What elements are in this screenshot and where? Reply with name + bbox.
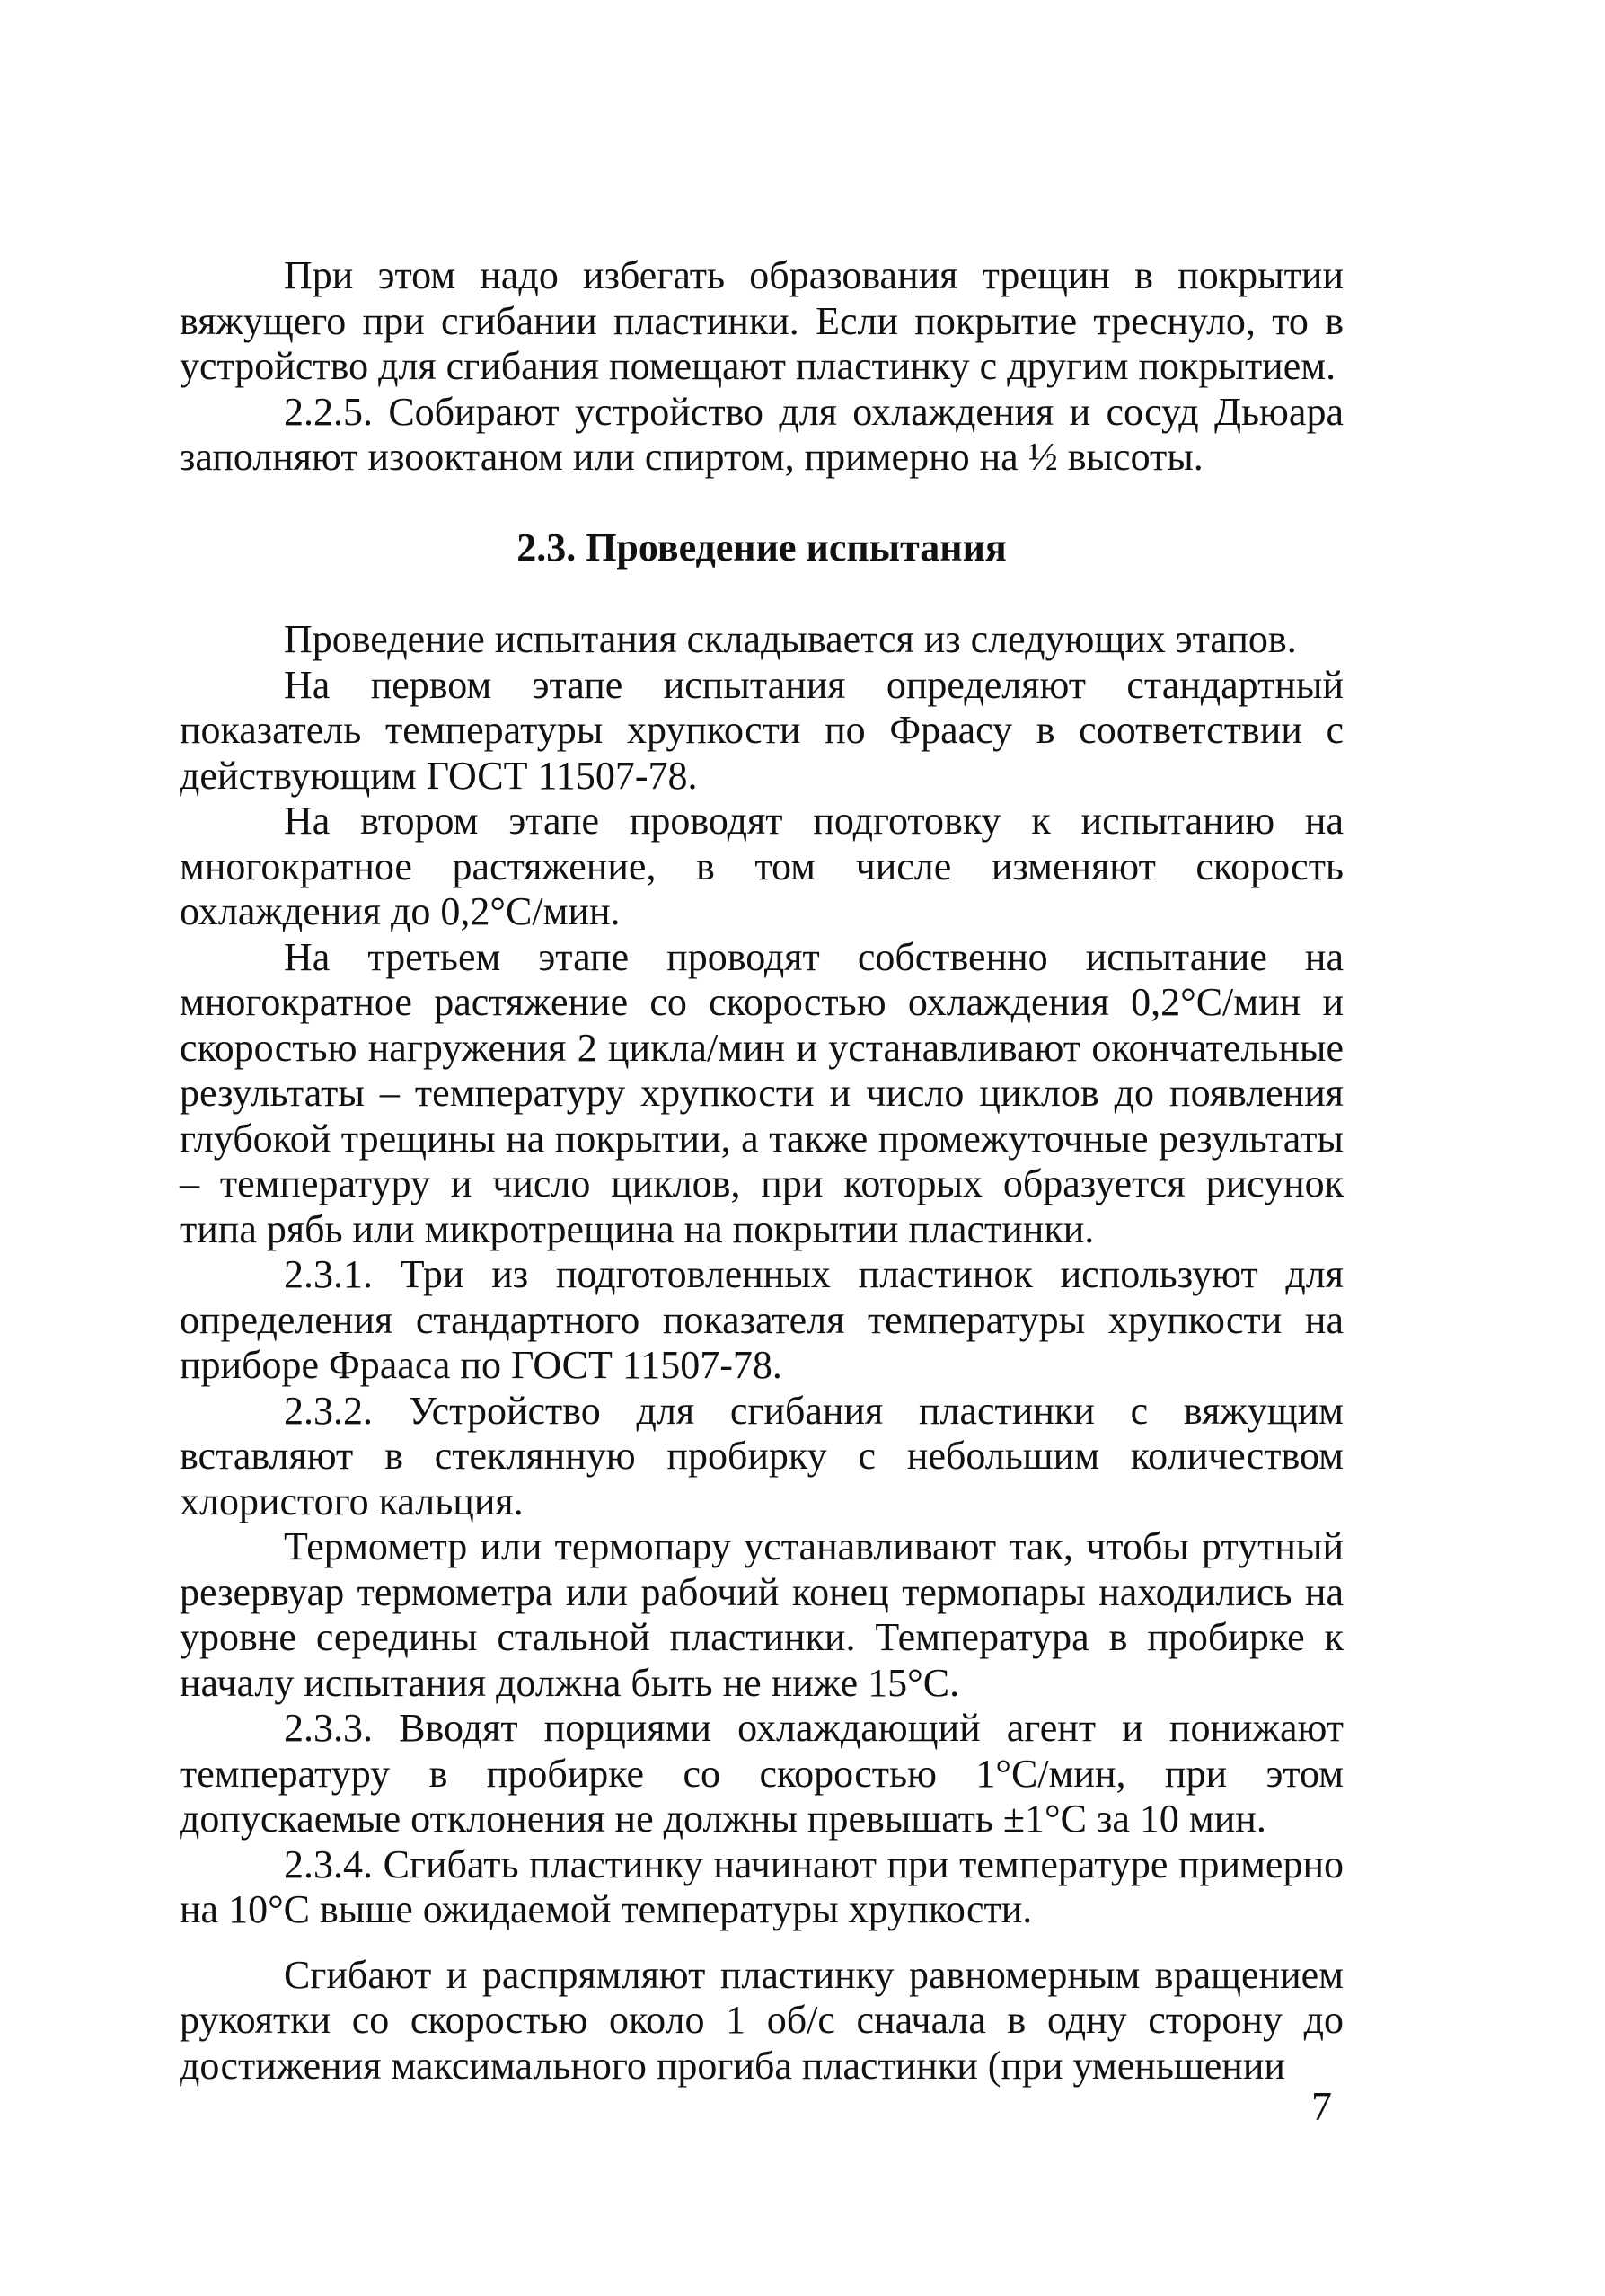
paragraph-2-3-4: 2.3.4. Сгибать пластинку начинают при температуре примерно на 10°С выше ожидаемой температуры хрупкости. <box>180 1841 1344 1931</box>
paragraph-thermometer: Термометр или термопару устанавливают так, чтобы ртутный резервуар термометра или рабочий конец термопары находились на уровне середины стальной пластинки. Температура в пробирке к началу испытания должна быть не ниже 15°С. <box>180 1524 1344 1705</box>
paragraph-2-3-3: 2.3.3. Вводят порциями охлаждающий агент и понижают температуру в пробирке со скоростью 1°С/мин, при этом допускаемые отклонения не должны превышать ±1°С за 10 мин. <box>180 1706 1344 1841</box>
paragraph-2-3-2: 2.3.2. Устройство для сгибания пластинки с вяжущим вставляют в стеклянную пробирку с небольшим количеством хлористого кальция. <box>180 1388 1344 1523</box>
section-heading-2-3: 2.3. Проведение испытания <box>516 525 1007 570</box>
paragraph-stage-two: На втором этапе проводят подготовку к испытанию на многократное растяжение, в том числе изменяют скорость охлаждения до 0,2°С/мин. <box>180 799 1344 933</box>
paragraph-coating-cracks: При этом надо избегать образования трещин в покрытии вяжущего при сгибании пластинки. Если покрытие треснуло, то в устройство для сгибания помещают пластинку с другим покрытием. <box>180 253 1344 388</box>
paragraph-2-3-1: 2.3.1. Три из подготовленных пластинок используют для определения стандартного показателя температуры хрупкости на приборе Фрааса по ГОСТ 11507-78. <box>180 1252 1344 1387</box>
paragraph-2-2-5: 2.2.5. Собирают устройство для охлаждения и сосуд Дьюара заполняют изооктаном или спиртом, примерно на ½ высоты. <box>180 389 1344 479</box>
body-text <box>180 253 1344 2088</box>
page-number: 7 <box>1311 2083 1332 2129</box>
paragraph-bending: Сгибают и распрямляют пластинку равномерным вращением рукоятки со скоростью около 1 об/с сначала в одну сторону до достижения максимального прогиба пластинки (при уменьшении <box>180 1952 1344 2088</box>
paragraph-test-stages: Проведение испытания складывается из следующих этапов. <box>284 617 1297 661</box>
paragraph-stage-three: На третьем этапе проводят собственно испытание на многократное растяжение со скоростью охлаждения 0,2°С/мин и скоростью нагружения 2 цикла/мин и устанавливают окончательные результаты – температуру хрупкости и число циклов до появления глубокой трещины на покрытии, а также промежуточные результаты – температуру и число циклов, при которых образуется рисунок типа рябь или микротрещина на покрытии пластинки. <box>180 934 1344 1251</box>
paragraph-stage-one: На первом этапе испытания определяют стандартный показатель температуры хрупкости по Фраасу в соответствии с действующим ГОСТ 11507-78. <box>180 662 1344 798</box>
